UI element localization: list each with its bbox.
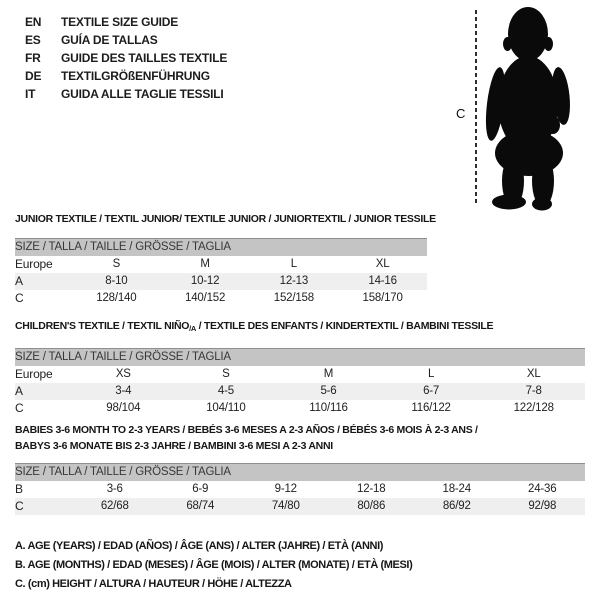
table-cell: 6-9 — [192, 483, 209, 495]
table-cell: 128/140 — [96, 292, 137, 304]
language-row-fr — [25, 49, 227, 67]
table-cell: 74/80 — [243, 498, 329, 515]
row-label: C — [15, 401, 24, 415]
language-row-en — [25, 13, 227, 31]
table-cell: 122/128 — [513, 402, 554, 414]
table-row — [15, 366, 585, 383]
table-row — [15, 481, 585, 498]
table-cell: 12-13 — [250, 273, 339, 290]
table-row — [15, 498, 585, 515]
row-label: C — [15, 291, 24, 305]
table-row — [15, 256, 427, 273]
table-cell: 10-12 — [161, 273, 250, 290]
section-title-babies-line2: BABYS 3-6 MONATE BIS 2-3 JAHRE / BAMBINI 3-6 MESI A 2-3 ANNI — [15, 440, 333, 452]
table-cell: S — [112, 258, 121, 270]
table-cell: 6-7 — [380, 383, 483, 400]
table-cell: 8-10 — [72, 273, 161, 290]
table-cell: L — [427, 368, 435, 380]
baby-silhouette — [483, 4, 583, 216]
table-cell: 98/104 — [106, 402, 141, 414]
language-code: EN — [25, 15, 42, 29]
table-row — [15, 400, 585, 417]
table-cell: XL — [375, 258, 390, 270]
section-title-subscript: /A — [189, 324, 197, 333]
children-size-table — [15, 348, 585, 417]
table-cell: M — [323, 368, 334, 380]
row-label: C — [15, 498, 72, 515]
table-cell: L — [290, 258, 297, 270]
table-cell: 80/86 — [329, 498, 415, 515]
row-label: A — [15, 273, 72, 290]
table-cell: 116/122 — [411, 402, 451, 414]
table-row — [15, 290, 427, 307]
table-cell: S — [222, 368, 230, 380]
language-code: ES — [25, 33, 41, 47]
row-label: Europe — [15, 367, 53, 381]
table-cell: 24-36 — [528, 483, 557, 495]
row-label: B — [15, 482, 23, 496]
note-age-months: B. AGE (MONTHS) / EDAD (MESES) / ÂGE (MOIS) / ALTER (MONATE) / ETÀ (MESI) — [15, 558, 413, 571]
language-code: IT — [25, 87, 36, 101]
table-cell: 158/170 — [362, 292, 403, 304]
table-cell: 9-12 — [274, 483, 297, 495]
size-header-bar: SIZE / TALLA / TAILLE / GRÖSSE / TAGLIA — [15, 239, 427, 256]
language-title: GUIDA ALLE TAGLIE TESSILI — [61, 87, 224, 101]
language-title: GUÍA DE TALLAS — [61, 33, 158, 47]
section-title-children — [15, 320, 493, 333]
size-header-bar: SIZE / TALLA / TAILLE / GRÖSSE / TAGLIA — [15, 464, 585, 481]
language-title: TEXTILGRÖßENFÜHRUNG — [61, 69, 210, 83]
section-title-text: / TEXTILE DES ENFANTS / KINDERTEXTIL / BAMBINI TESSILE — [196, 320, 494, 332]
table-cell: 110/116 — [309, 402, 348, 414]
table-cell: 3-4 — [72, 383, 175, 400]
table-cell: M — [200, 258, 210, 270]
table-cell: 12-18 — [357, 483, 386, 495]
language-code: FR — [25, 51, 41, 65]
note-age-years: A. AGE (YEARS) / EDAD (AÑOS) / ÂGE (ANS) / ALTER (JAHRE) / ETÀ (ANNI) — [15, 539, 383, 552]
section-title-text: CHILDREN'S TEXTILE / TEXTIL NIÑO — [15, 320, 190, 332]
babies-size-table — [15, 463, 585, 515]
table-cell: 14-16 — [338, 273, 427, 290]
language-code: DE — [25, 69, 42, 83]
legend-notes — [15, 536, 412, 593]
height-measure-dashed-line — [475, 10, 477, 206]
row-label: Europe — [15, 257, 53, 271]
table-cell: 68/74 — [158, 498, 244, 515]
table-row — [15, 273, 427, 290]
language-title: GUIDE DES TAILLES TEXTILE — [61, 51, 228, 65]
language-row-es — [25, 31, 227, 49]
table-cell: XS — [115, 368, 131, 380]
row-label: A — [15, 383, 72, 400]
table-cell: XL — [526, 368, 541, 380]
language-row-de — [25, 67, 227, 85]
language-header — [25, 13, 227, 103]
table-cell: 4-5 — [175, 383, 278, 400]
height-measure-label: C — [456, 106, 466, 121]
language-title: TEXTILE SIZE GUIDE — [61, 15, 179, 29]
section-title-junior: JUNIOR TEXTILE / TEXTIL JUNIOR/ TEXTILE JUNIOR / JUNIORTEXTIL / JUNIOR TESSILE — [15, 213, 436, 225]
table-cell: 62/68 — [72, 498, 158, 515]
language-row-it — [25, 85, 227, 103]
table-cell: 3-6 — [106, 483, 123, 495]
table-cell: 86/92 — [414, 498, 500, 515]
note-height-cm: C. (cm) HEIGHT / ALTURA / HAUTEUR / HÖHE / ALTEZZA — [15, 577, 292, 590]
table-cell: 7-8 — [482, 383, 585, 400]
table-cell: 5-6 — [277, 383, 380, 400]
table-cell: 92/98 — [500, 498, 586, 515]
table-row — [15, 383, 585, 400]
table-cell: 140/152 — [185, 292, 226, 304]
section-title-babies-line1: BABIES 3-6 MONTH TO 2-3 YEARS / BEBÉS 3-6 MESES A 2-3 AÑOS / BÉBÉS 3-6 MOIS À 2-3 ANS / — [15, 424, 478, 436]
table-cell: 152/158 — [273, 292, 314, 304]
junior-size-table — [15, 238, 427, 307]
table-cell: 104/110 — [206, 402, 246, 414]
table-cell: 18-24 — [442, 483, 471, 495]
size-header-bar: SIZE / TALLA / TAILLE / GRÖSSE / TAGLIA — [15, 349, 585, 366]
